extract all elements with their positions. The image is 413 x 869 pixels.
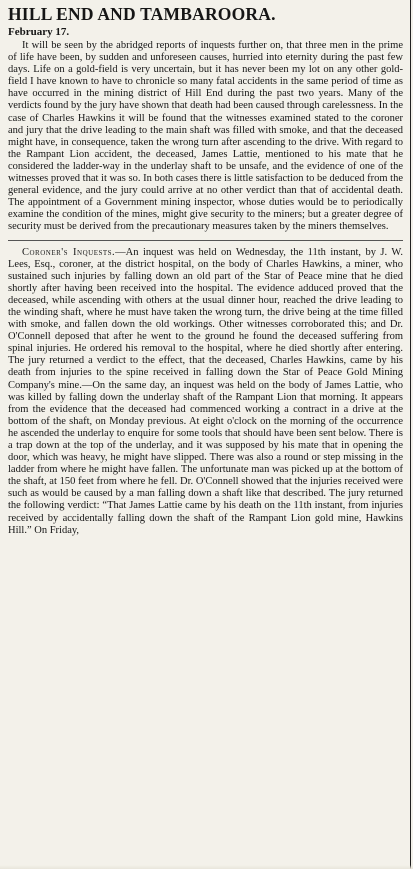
article-paragraph: It will be seen by the abridged reports of inquests further on, that three men in the prime of life have been, by sudden and unforeseen causes, hurried into eternity during the past few days. Life on a gold-field is very uncertain, but it has never been my lot on any other gold-field I have known to have to chronicle so many fatal accidents in the same period of time as have occurred in the mining district of Hill End during the past two years. Many of the verdicts found by the jury have shown that death had been caused through carelessness. In the case of Charles Hawkins it will be found that the witnesses examined stated to the coroner and jury that the drive leading to the main shaft was filled with smoke, and that the deceased might have, in consequence, taken the wrong turn after ascending to the drive. With regard to the Rampant Lion accident, the deceased, James Lattie, mentioned to his mate that he considered the ladder-way in the underlay shaft to be unsafe, and the evidence of one of the witnesses proved that it was so. In both cases there is little satisfaction to be deduced from the general evidence, and the jury could arrive at no other verdict than that of accidental death. The appointment of a Government mining inspector, whose duties would be to periodically examine the condition of the mines, might give security to the miners; but a greater degree of security must be derived from the precautionary measures taken by the miners themselves. [8,40,403,233]
column-rule [410,0,411,869]
article-dateline: February 17. [8,26,70,38]
inquest-paragraph [8,247,403,537]
section-label: Coroner's Inquests. [22,246,116,258]
article-headline: HILL END AND TAMBAROORA. [8,4,276,24]
section-divider [8,240,403,241]
inquest-text: —An inquest was held on Wednesday, the 11th instant, by J. W. Lees, Esq., coroner, at the district hospital, on the body of Charles Hawkins, a miner, who sustained such injuries by falling down an old part of the Star of Peace mine that he died shortly after having been received into the hospital. The evidence adduced proved that the deceased, while ascending with others at the usual dinner hour, reached the drive leading to the winding shaft, where he must have taken the wrong turn, the drive being at the time filled with smoke, and fallen down the old workings. Other witnesses corroborated this; and Dr. O'Connell deposed that after he went to the ground he found the deceased suffering from spinal injuries. He ordered his removal to the hospital, where he died shortly after entering. The jury returned a verdict to the effect, that the deceased, Charles Hawkins, came by his death from injuries to the spine received in falling down the Star of Peace Gold Mining Company's mine.—On the same day, an inquest was held on the body of James Lattie, who was killed by falling down the underlay shaft of the Rampant Lion that morning. It appears from the evidence that the deceased had commenced working a contract in a drive at the bottom of the shaft, on Monday previous. At eight o'clock on the morning of the occurrence he ascended the underlay to enquire for some tools that should have been sent below. There is a trap down at the top of the underlay, and it was supposed by his mate that in opening the door, which was heavy, he might have slipped. There was also a round or step missing in the ladder from where he might have fallen. The unfortunate man was picked up at the bottom of the shaft, at 150 feet from where he fell. Dr. O'Connell showed that the injuries received were such as would be caused by a man falling down a shaft like that described. The jury returned the following verdict: “That James Lattie came by his death on the 11th instant, from injuries received by accidentally falling down the shaft of the Rampant Lion gold mine, Hawkins Hill.” On Friday, [8,246,403,536]
page-edge [0,865,413,869]
